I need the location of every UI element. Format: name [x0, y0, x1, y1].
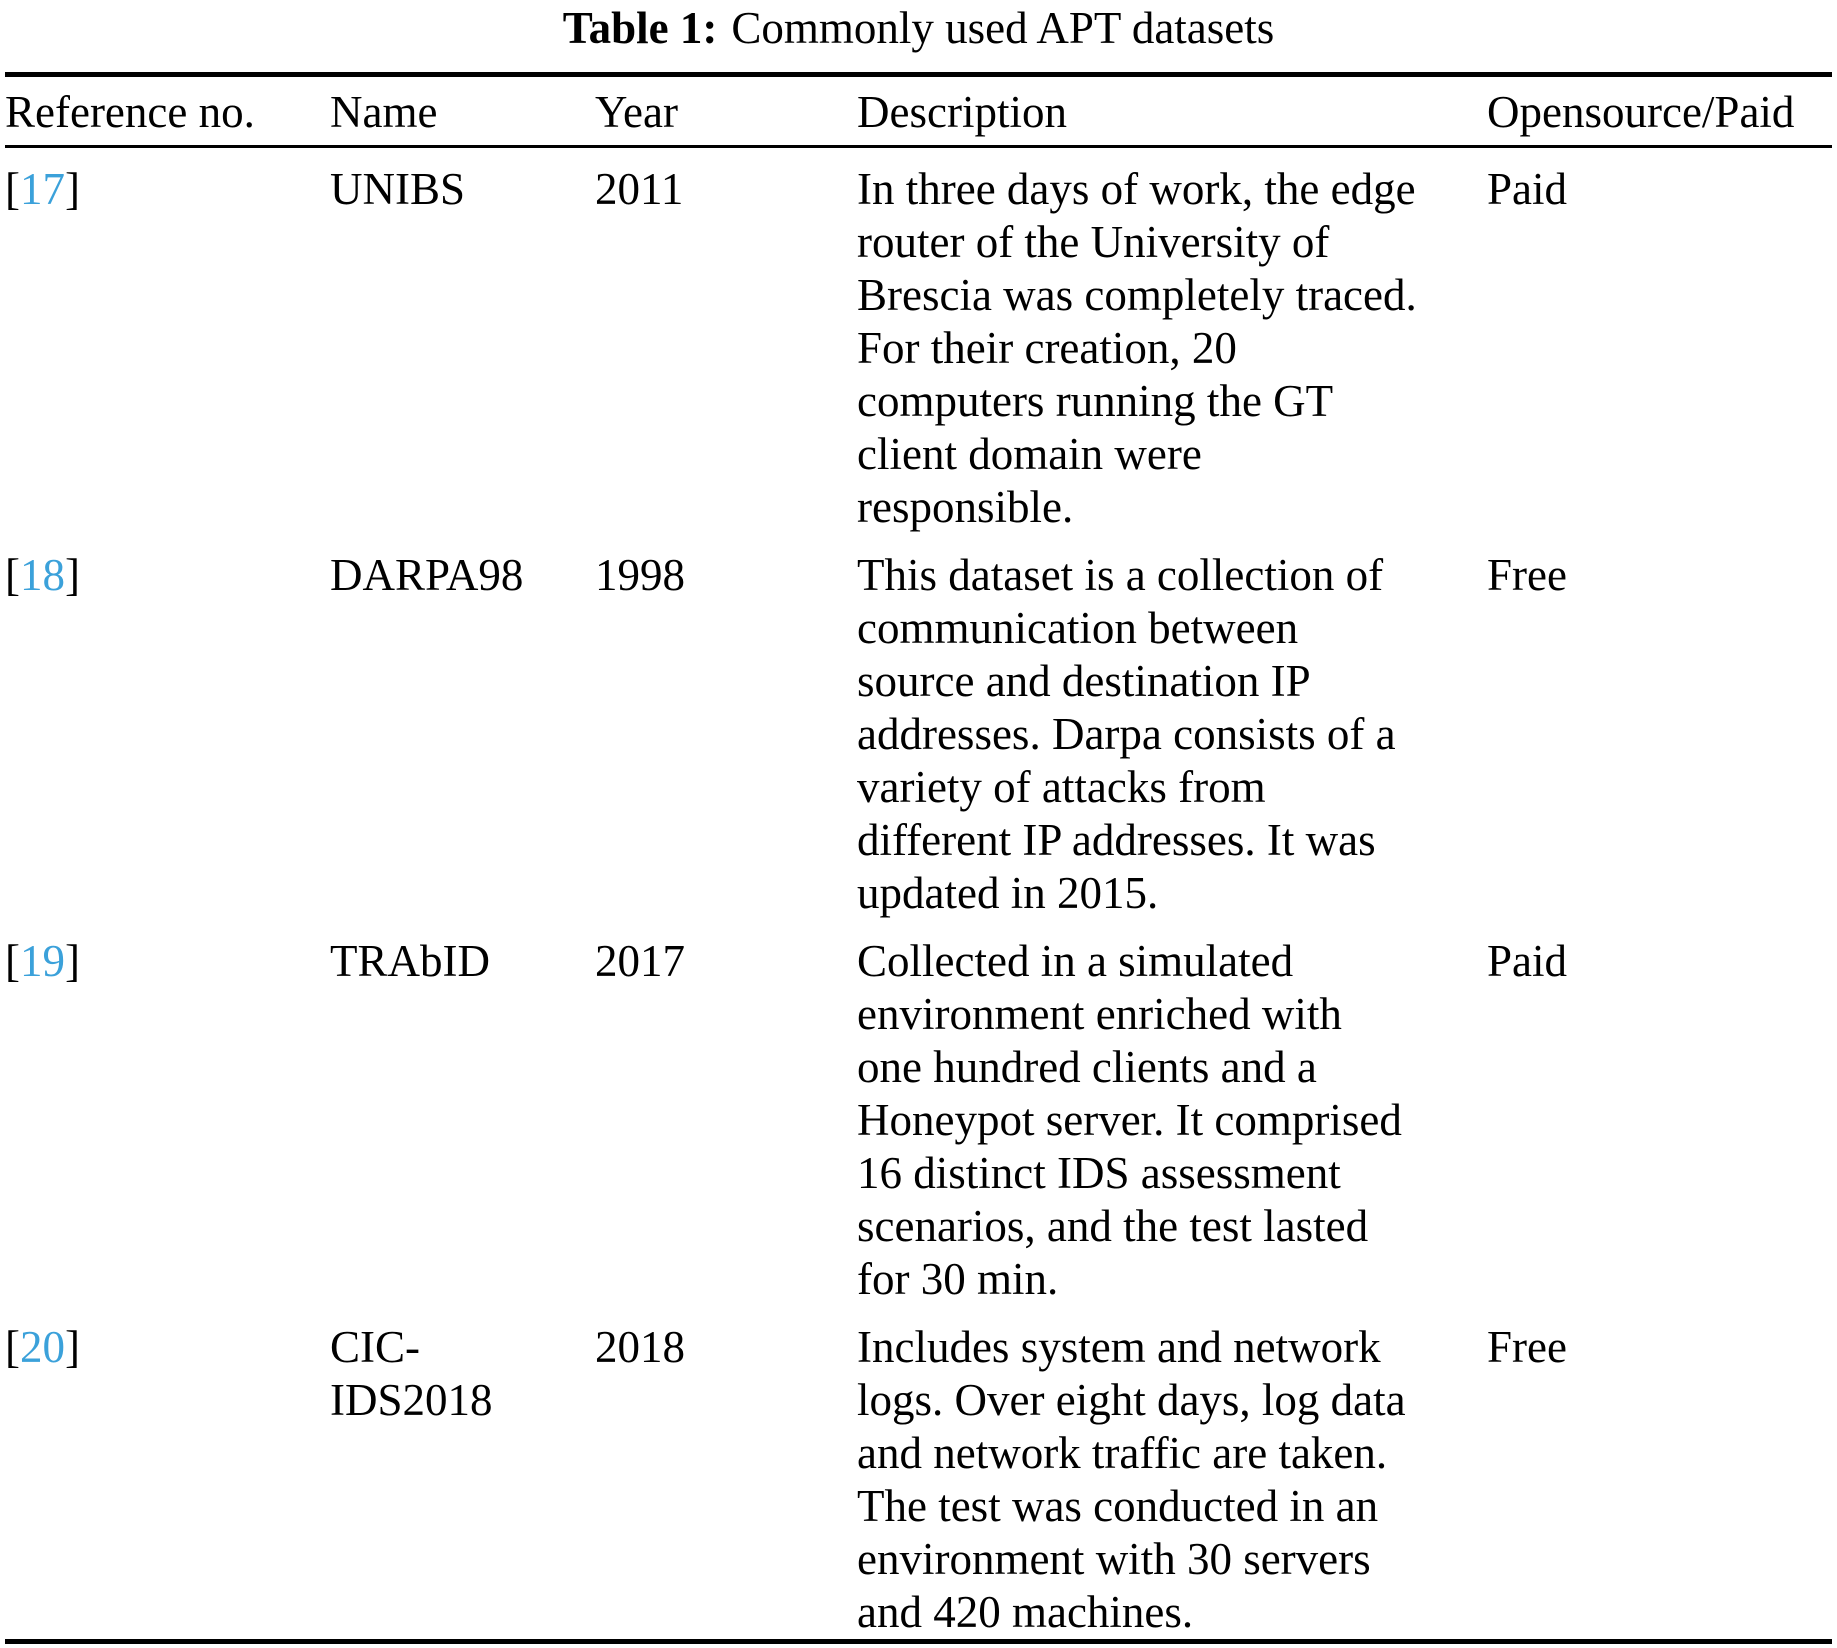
ref-bracket-open: [ [5, 164, 20, 214]
cell-year: 2011 [595, 164, 684, 214]
reference-link[interactable]: 17 [20, 164, 65, 214]
column-header-description: Description [857, 87, 1067, 137]
table-caption-text: Commonly used APT datasets [731, 3, 1275, 53]
cell-reference [5, 920, 330, 988]
table-caption [0, 2, 1837, 54]
ref-bracket-close: ] [65, 164, 80, 214]
cell-availability: Paid [1487, 936, 1568, 986]
cell-year: 1998 [595, 550, 685, 600]
column-header-name: Name [330, 87, 438, 137]
ref-bracket-close: ] [65, 550, 80, 600]
ref-bracket-close: ] [65, 1322, 80, 1372]
reference-link[interactable]: 18 [20, 550, 65, 600]
ref-bracket-open: [ [5, 550, 20, 600]
ref-bracket-open: [ [5, 1322, 20, 1372]
column-header-reference-no: Reference no. [5, 87, 255, 137]
table-header-row [5, 77, 1832, 148]
cell-year: 2017 [595, 936, 685, 986]
table-row [5, 148, 1832, 534]
cell-name: UNIBS [330, 164, 466, 214]
ref-bracket-close: ] [65, 936, 80, 986]
cell-reference [5, 534, 330, 602]
cell-availability: Free [1487, 1322, 1567, 1372]
cell-name: DARPA98 [330, 550, 524, 600]
ref-bracket-open: [ [5, 936, 20, 986]
column-header-year: Year [595, 87, 678, 137]
cell-description: Collected in a simulated environment enriched with one hundred clients and a Honeypot server. It comprised 16 distinct IDS assessment scenarios, and the test lasted for 30 min. [857, 936, 1402, 1304]
cell-availability: Paid [1487, 164, 1568, 214]
reference-link[interactable]: 20 [20, 1322, 65, 1372]
cell-reference [5, 1306, 330, 1374]
cell-description: This dataset is a collection of communication between source and destination IP addresses. Darpa consists of a variety of attacks from different IP addresses. It was updated in 2015. [857, 550, 1396, 918]
apt-datasets-table [5, 72, 1832, 1644]
cell-availability: Free [1487, 550, 1567, 600]
cell-description: In three days of work, the edge router of the University of Brescia was completely traced. For their creation, 20 computers running the GT client domain were responsible. [857, 164, 1417, 532]
cell-name: CIC-IDS2018 [330, 1322, 493, 1425]
cell-year: 2018 [595, 1322, 685, 1372]
table-row [5, 1306, 1832, 1639]
cell-description: Includes system and network logs. Over eight days, log data and network traffic are taken. The test was conducted in an environment with 30 servers and 420 machines. [857, 1322, 1406, 1637]
reference-link[interactable]: 19 [20, 936, 65, 986]
table-row [5, 920, 1832, 1306]
column-header-availability: Opensource/Paid [1487, 87, 1795, 137]
table-row [5, 534, 1832, 920]
cell-name: TRAbID [330, 936, 490, 986]
table-caption-label: Table 1: [562, 3, 718, 53]
cell-reference [5, 148, 330, 216]
